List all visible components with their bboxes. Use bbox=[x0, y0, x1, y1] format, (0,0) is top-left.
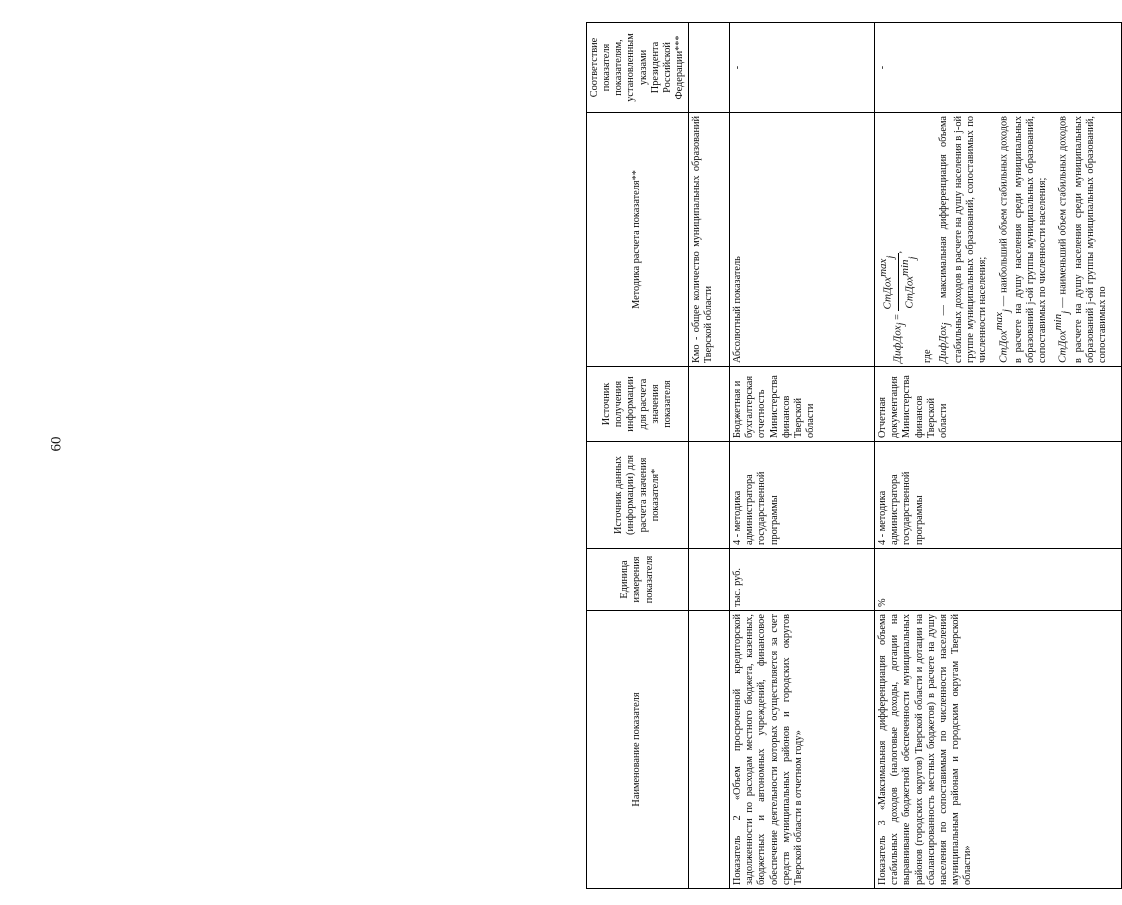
formula-numerator bbox=[877, 254, 898, 312]
cell-source bbox=[689, 442, 730, 549]
formula-lhs: ДифДох bbox=[891, 325, 904, 363]
formula-den-sub: j bbox=[906, 256, 919, 260]
table-row bbox=[689, 23, 730, 889]
cell-unit: тыс. руб. bbox=[730, 549, 875, 611]
cell-method-formula bbox=[875, 113, 1122, 367]
cell-method: Кмо - общее количество муниципальных образований Тверской области bbox=[689, 113, 730, 367]
def1-symbol: ДифДох bbox=[937, 325, 950, 363]
def3-sup: min bbox=[1052, 313, 1065, 331]
table-row bbox=[730, 23, 875, 889]
cell-origin: Бюджетная и бухгалтерская отчетность Министерства финансов Тверской области bbox=[730, 367, 875, 442]
cell-compliance: - bbox=[730, 23, 875, 113]
cell-name: Показатель 2 «Объем просроченной кредиторской задолженности по расходам местного бюджета, казенных, бюджетных и автономных учреждений, финансовое обеспечение деятельности которых осуществляется за счет средств муниципальных районов и городских округов Тверской области в отчетном году» bbox=[730, 611, 875, 889]
def3-text: — наименьший объем стабильных доходов в расчете на душу населения среди муниципальных образований j-ой группы муниципальных образований, сопоставимых по bbox=[1057, 116, 1109, 363]
header-source: Источник данных (информации) для расчета значения показателя* bbox=[587, 442, 689, 549]
def2-sup: max bbox=[992, 312, 1005, 331]
table-row bbox=[875, 23, 1122, 889]
formula-den: СтДох bbox=[902, 275, 915, 309]
formula-tail: , bbox=[892, 250, 904, 254]
def3-sub: j bbox=[1059, 310, 1072, 314]
header-origin: Источник получения информации для расчета значения показателя bbox=[587, 367, 689, 442]
formula-def-1 bbox=[937, 116, 989, 363]
def2-text: — наибольший объем стабильных доходов в расчете на душу населения среди муниципальных образований j-ой группы муниципальных образований, сопоставимых по численности населения; bbox=[998, 116, 1049, 363]
formula-def-2 bbox=[993, 116, 1050, 363]
cell-unit: % bbox=[875, 549, 1122, 611]
rotated-table-container bbox=[586, 23, 1122, 889]
def3-symbol: СтДох bbox=[1056, 330, 1069, 363]
formula-denominator bbox=[899, 254, 919, 312]
formula-num: СтДох bbox=[881, 276, 894, 310]
def1-text: — максимальная дифференциация объема стабильных доходов в расчете на душу населения в j-ой группе муниципальных образований, сопоставимых по численности населения; bbox=[938, 115, 989, 363]
cell-name: Показатель 3 «Максимальная дифференциация объема стабильных доходов (налоговые доходы, дотации на выравнивание бюджетной обеспеченности муниципальных районов (городских округов) Тверской области и дотации на сбалансированность местных бюджетов) в расчете на душу населения по сопоставимым по численности населения муниципальным районам и городским округам Тверской области» bbox=[875, 611, 1122, 889]
cell-method: Абсолютный показатель bbox=[730, 113, 875, 367]
formula-eq: = bbox=[892, 314, 904, 320]
cell-unit bbox=[689, 549, 730, 611]
header-method: Методика расчета показателя** bbox=[587, 113, 689, 367]
header-unit: Единица измерения показателя bbox=[587, 549, 689, 611]
formula-den-sup: min bbox=[898, 259, 911, 276]
cell-origin bbox=[689, 367, 730, 442]
header-compliance: Соответствие показателя показателям, установленным указами Президента Российской Федерации*** bbox=[587, 23, 689, 113]
indicators-table bbox=[586, 22, 1122, 889]
cell-origin: Отчетная документация Министерства финансов Тверской области bbox=[875, 367, 1122, 442]
def1-sub: j bbox=[940, 322, 953, 326]
cell-source: 4 - методика администратора государственной программы bbox=[875, 442, 1122, 549]
def2-sub: j bbox=[1000, 309, 1013, 313]
formula-lhs-sub: j bbox=[894, 322, 907, 326]
def2-symbol: СтДох bbox=[997, 330, 1009, 363]
header-name: Наименование показателя bbox=[587, 611, 689, 889]
page-number: 60 bbox=[48, 436, 65, 452]
formula bbox=[877, 116, 919, 363]
formula-def-3 bbox=[1052, 116, 1109, 363]
cell-compliance: - bbox=[875, 23, 1122, 113]
formula-num-sup: max bbox=[877, 258, 890, 277]
formula-where: где bbox=[922, 349, 933, 363]
cell-source: 4 - методика администратора государственной программы bbox=[730, 442, 875, 549]
cell-compliance bbox=[689, 23, 730, 113]
cell-name bbox=[689, 611, 730, 889]
header-row bbox=[587, 23, 689, 889]
formula-fraction bbox=[877, 254, 919, 312]
formula-num-sub: j bbox=[884, 255, 897, 259]
